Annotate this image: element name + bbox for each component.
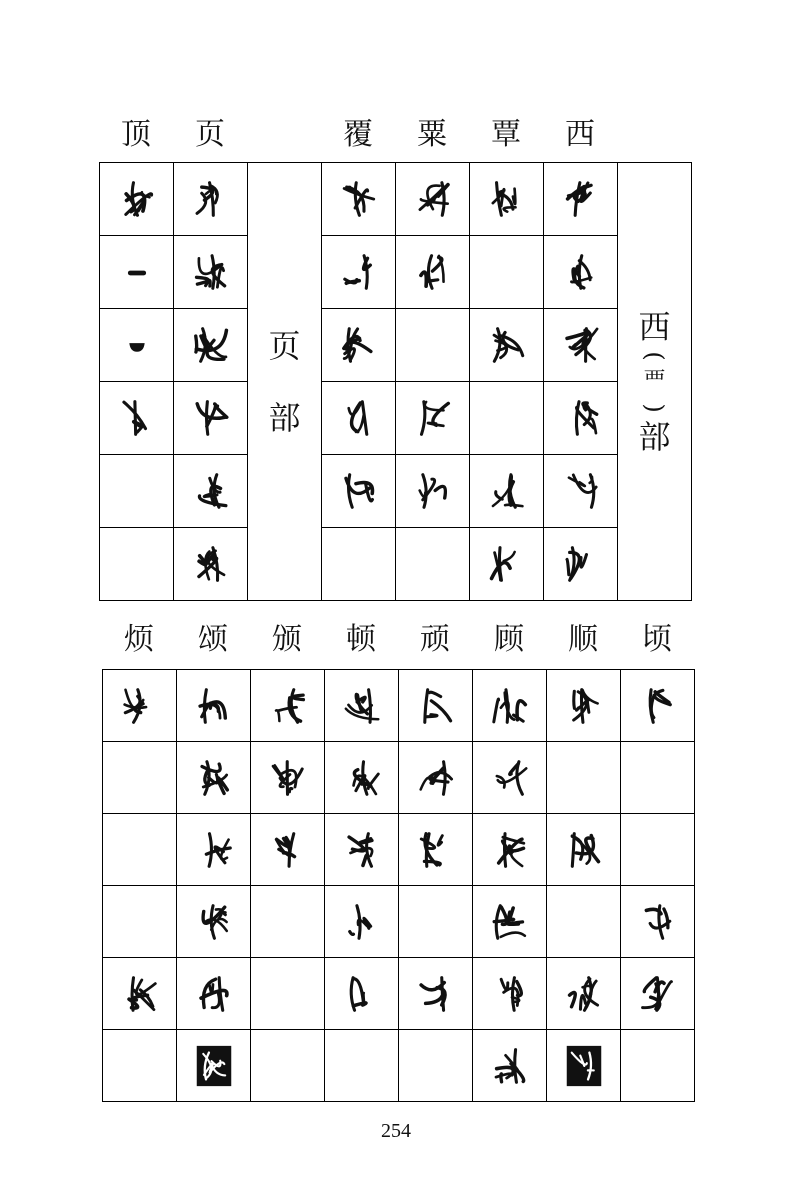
glyph-cell [544,163,618,236]
column-header-char: 颂 [198,622,228,657]
column-header-char: 颁 [272,622,302,657]
glyph-stroke [202,764,220,771]
seal-script-glyph [487,899,533,945]
seal-script-glyph [191,755,237,801]
glyph-stroke [569,992,575,1006]
seal-stamp-block [196,1045,231,1085]
glyph-cell [251,742,325,814]
glyph-cell [470,528,544,601]
seal-script-glyph [336,322,382,368]
seal-script-glyph [635,683,681,729]
section-label-cell [248,163,322,601]
glyph-stroke [494,329,500,362]
glyph-stroke [424,402,443,410]
seal-script-glyph [484,468,530,514]
glyph-cell [251,670,325,742]
glyph-cell [325,814,399,886]
glyph-cell [473,670,547,742]
glyph-stroke [511,850,522,866]
glyph-cell [174,382,248,455]
page-number: 254 [381,1120,411,1142]
seal-script-glyph [339,971,385,1017]
seal-script-glyph [558,395,604,441]
column-header-char: 西 [565,117,595,152]
seal-script-glyph [188,249,234,295]
seal-script-glyph [117,683,163,729]
glyph-cell [544,528,618,601]
seal-script-glyph [191,827,237,873]
glyph-cell [544,309,618,382]
glyph-cell [174,309,248,382]
table-row [103,958,695,1030]
glyph-cell [621,958,695,1030]
label-char: 部 [268,398,301,437]
column-header-char: 顾 [494,622,524,657]
glyph-cell [322,236,396,309]
glyph-cell [396,236,470,309]
seal-script-glyph [339,827,385,873]
table-row [100,236,692,309]
glyph-stroke [495,492,502,500]
glyph-stroke [425,714,436,716]
seal-script-glyph [336,468,382,514]
glyph-cell [473,886,547,958]
label-variant-char: 覀 [643,368,666,394]
seal-script-glyph [413,683,459,729]
seal-script-glyph [339,899,385,945]
seal-script-glyph [265,827,311,873]
glyph-stroke [289,697,300,720]
seal-script-glyph [339,755,385,801]
glyph-cell [547,814,621,886]
glyph-cell [100,382,174,455]
seal-script-glyph [188,541,234,587]
glyph-stroke [425,995,442,1003]
seal-script-glyph [336,176,382,222]
glyph-stroke [349,931,353,934]
table-row [103,814,695,886]
glyph-cell [177,1030,251,1102]
label-close-paren: ) [640,402,669,413]
glyph-stroke [289,788,291,791]
seal-script-glyph [561,827,607,873]
bottom-header-row [102,618,694,662]
empty-cell [322,528,396,601]
glyph-stroke [209,833,211,866]
glyph-stroke [496,1073,511,1077]
empty-cell [103,742,177,814]
glyph-stroke [503,552,514,561]
empty-cell [399,1030,473,1102]
glyph-cell [177,742,251,814]
empty-cell [547,742,621,814]
seal-script-glyph [484,176,530,222]
seal-stamp-glyph [191,1043,237,1089]
seal-script-glyph [188,322,234,368]
section-label [248,328,321,436]
glyph-cell [174,236,248,309]
glyph-cell [251,814,325,886]
glyph-cell [322,455,396,528]
section-label-cell [618,163,692,601]
glyph-stroke [429,692,440,696]
glyph-stroke [353,1002,366,1005]
glyph-cell [174,455,248,528]
column-header-char: 覃 [491,117,521,152]
column-header-char: 顽 [420,622,450,657]
glyph-cell [621,886,695,958]
glyph-cell [177,886,251,958]
top-character-table [99,162,692,601]
column-header-char: 顺 [568,622,598,657]
table-row [100,309,692,382]
glyph-stroke [212,993,219,1007]
glyph-stroke [276,710,279,721]
glyph-cell [547,1030,621,1102]
glyph-stroke [420,272,425,286]
glyph-stroke [204,919,226,930]
glyph-cell [325,886,399,958]
seal-script-glyph [413,827,459,873]
seal-script-glyph [487,1043,533,1089]
glyph-cell [322,163,396,236]
top-header-row [99,113,691,157]
glyph-cell [100,309,174,382]
seal-script-glyph [191,683,237,729]
seal-script-glyph [635,971,681,1017]
table-row [103,670,695,742]
empty-cell [396,309,470,382]
glyph-cell [547,670,621,742]
seal-script-glyph [336,249,382,295]
column-header-char: 顿 [346,622,376,657]
glyph-cell [399,814,473,886]
seal-script-glyph [410,468,456,514]
seal-script-glyph [265,755,311,801]
glyph-stroke [651,695,654,717]
glyph-cell [174,163,248,236]
glyph-stroke [431,700,450,720]
glyph-stroke [195,336,196,352]
empty-cell [325,1030,399,1102]
glyph-stroke [438,835,442,845]
glyph-stroke [500,932,524,936]
glyph-stroke [136,979,155,994]
glyph-cell [396,382,470,455]
glyph-cell [325,742,399,814]
seal-script-mark [114,322,160,368]
glyph-cell [322,382,396,455]
glyph-cell [621,670,695,742]
glyph-cell [325,670,399,742]
glyph-stroke [505,505,522,506]
glyph-cell [473,1030,547,1102]
glyph-cell [470,455,544,528]
empty-cell [621,814,695,886]
glyph-stroke [432,257,441,271]
glyph-cell [544,236,618,309]
seal-script-glyph [265,683,311,729]
empty-cell [399,886,473,958]
glyph-cell [470,163,544,236]
glyph-stroke [362,855,365,865]
seal-script-glyph [336,395,382,441]
glyph-stroke [356,415,364,432]
glyph-stroke [422,475,425,508]
seal-stamp-glyph [561,1043,607,1089]
empty-cell [470,382,544,455]
glyph-cell [396,163,470,236]
column-header-char: 覆 [343,117,373,152]
seal-script-glyph [188,176,234,222]
column-header-blank [247,113,321,157]
seal-script-glyph [561,683,607,729]
glyph-stroke [512,189,514,204]
seal-script-glyph [114,176,160,222]
glyph-cell [547,958,621,1030]
empty-cell [621,742,695,814]
glyph-stroke [432,403,447,425]
glyph-cell [177,958,251,1030]
label-char: 西 [638,307,671,346]
seal-script-glyph [188,395,234,441]
glyph-cell [473,742,547,814]
glyph-stroke [501,979,508,989]
seal-script-glyph [410,395,456,441]
table-row [100,163,692,236]
glyph-stroke [200,334,206,348]
empty-cell [103,1030,177,1102]
glyph-cell [544,382,618,455]
empty-cell [396,528,470,601]
empty-cell [251,886,325,958]
bottom-character-table [102,669,695,1102]
seal-script-glyph [558,541,604,587]
glyph-cell [100,236,174,309]
glyph-stroke [137,427,142,433]
column-header-char: 粟 [417,117,447,152]
glyph-stroke [646,909,661,913]
glyph-stroke [419,491,425,497]
seal-script-glyph [114,395,160,441]
glyph-cell [399,670,473,742]
empty-cell [547,886,621,958]
label-char: 部 [638,417,671,456]
column-header-char: 页 [195,117,225,152]
glyph-stroke [359,838,371,842]
empty-cell [103,886,177,958]
seal-script-glyph [487,755,533,801]
glyph-stroke [223,912,225,914]
seal-script-glyph [558,176,604,222]
seal-script-glyph [410,176,456,222]
seal-script-glyph [558,322,604,368]
glyph-stroke [493,698,498,721]
seal-script-glyph [339,683,385,729]
seal-script-glyph [410,249,456,295]
seal-script-glyph [487,827,533,873]
glyph-stroke [132,977,133,1010]
glyph-cell [174,528,248,601]
table-row [100,455,692,528]
label-char: 页 [268,326,301,365]
glyph-cell [325,958,399,1030]
section-label [618,309,691,455]
table-row [103,742,695,814]
column-header-blank [617,113,691,157]
glyph-cell [399,742,473,814]
seal-script-mark [114,249,160,295]
glyph-stroke [134,402,135,435]
glyph-cell [322,309,396,382]
table-row [100,528,692,601]
glyph-stroke [129,343,144,352]
seal-script-glyph [413,755,459,801]
glyph-stroke [196,277,208,284]
empty-cell [103,814,177,886]
glyph-stroke [215,406,226,418]
seal-script-glyph [635,899,681,945]
seal-script-glyph [558,249,604,295]
seal-script-glyph [191,971,237,1017]
table-row [103,1030,695,1102]
glyph-cell [470,309,544,382]
seal-script-glyph [487,971,533,1017]
seal-script-glyph [413,971,459,1017]
glyph-stroke [354,978,363,1000]
empty-cell [100,455,174,528]
glyph-stroke [427,423,442,426]
empty-cell [251,1030,325,1102]
glyph-cell [396,455,470,528]
glyph-stroke [580,555,586,567]
column-header-char: 顷 [642,622,672,657]
glyph-stroke [435,486,445,498]
seal-script-glyph [484,541,530,587]
column-header-char: 烦 [124,622,154,657]
seal-script-glyph [558,468,604,514]
glyph-stroke [567,559,569,574]
glyph-stroke [508,921,522,923]
empty-cell [621,1030,695,1102]
glyph-stroke [292,695,303,700]
empty-cell [470,236,544,309]
seal-script-glyph [484,322,530,368]
seal-script-glyph [117,971,163,1017]
glyph-cell [177,670,251,742]
seal-script-glyph [487,683,533,729]
empty-cell [100,528,174,601]
glyph-stroke [500,1073,501,1081]
glyph-stroke [352,329,359,341]
glyph-cell [177,814,251,886]
glyph-stroke [197,193,206,213]
column-header-char: 顶 [121,117,151,152]
glyph-stroke [517,700,525,719]
glyph-cell [473,814,547,886]
glyph-cell [100,163,174,236]
empty-cell [251,958,325,1030]
seal-script-glyph [188,468,234,514]
table-row [103,886,695,958]
glyph-cell [103,958,177,1030]
glyph-cell [544,455,618,528]
table-row [100,382,692,455]
glyph-cell [399,958,473,1030]
glyph-cell [473,958,547,1030]
label-open-paren: ( [640,350,669,361]
seal-script-glyph [561,971,607,1017]
glyph-stroke [209,984,212,992]
seal-script-glyph [191,899,237,945]
glyph-stroke [573,691,574,708]
glyph-stroke [512,977,514,1010]
glyph-stroke [587,1070,593,1071]
glyph-cell [103,670,177,742]
